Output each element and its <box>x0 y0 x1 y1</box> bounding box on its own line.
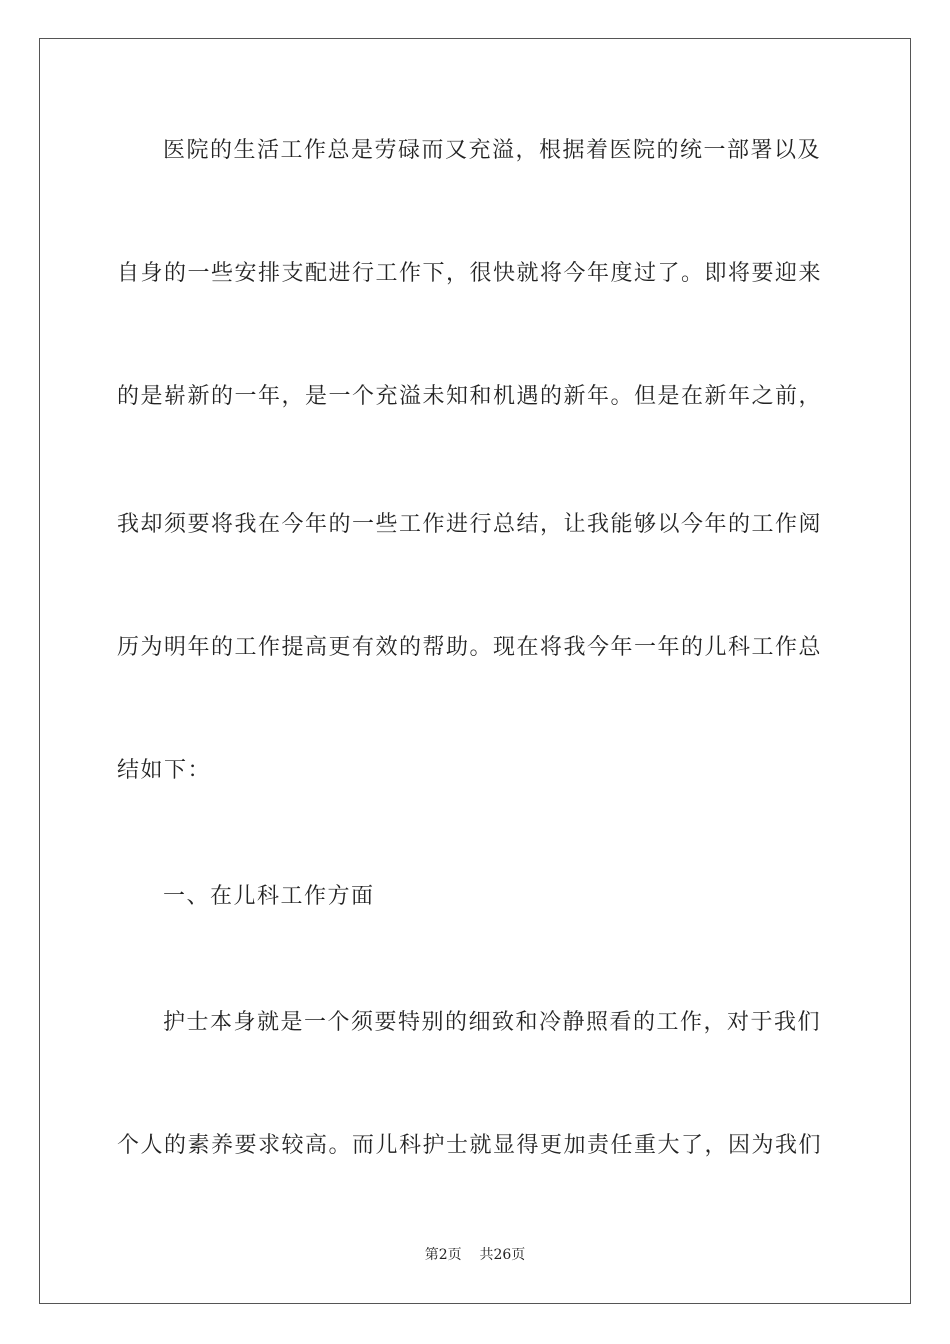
body-line-9: 个人的素养要求较高。而儿科护士就显得更加责任重大了，因为我们 <box>117 1133 823 1158</box>
page-number: 第2页 <box>424 1247 462 1263</box>
body-line-6: 结如下： <box>117 758 212 783</box>
page-footer <box>0 1245 950 1265</box>
page-total: 共26页 <box>479 1247 526 1263</box>
section-heading: 一、在儿科工作方面 <box>163 884 375 909</box>
page-border <box>39 38 911 1304</box>
body-line-2: 自身的一些安排支配进行工作下，很快就将今年度过了。即将要迎来 <box>117 261 823 286</box>
body-line-5: 历为明年的工作提高更有效的帮助。现在将我今年一年的儿科工作总 <box>117 635 823 660</box>
body-line-4: 我却须要将我在今年的一些工作进行总结，让我能够以今年的工作阅 <box>117 512 823 537</box>
body-line-3: 的是崭新的一年，是一个充溢未知和机遇的新年。但是在新年之前， <box>117 384 823 409</box>
body-line-8: 护士本身就是一个须要特别的细致和冷静照看的工作，对于我们 <box>163 1010 822 1035</box>
body-line-1: 医院的生活工作总是劳碌而又充溢，根据着医院的统一部署以及 <box>163 138 822 163</box>
